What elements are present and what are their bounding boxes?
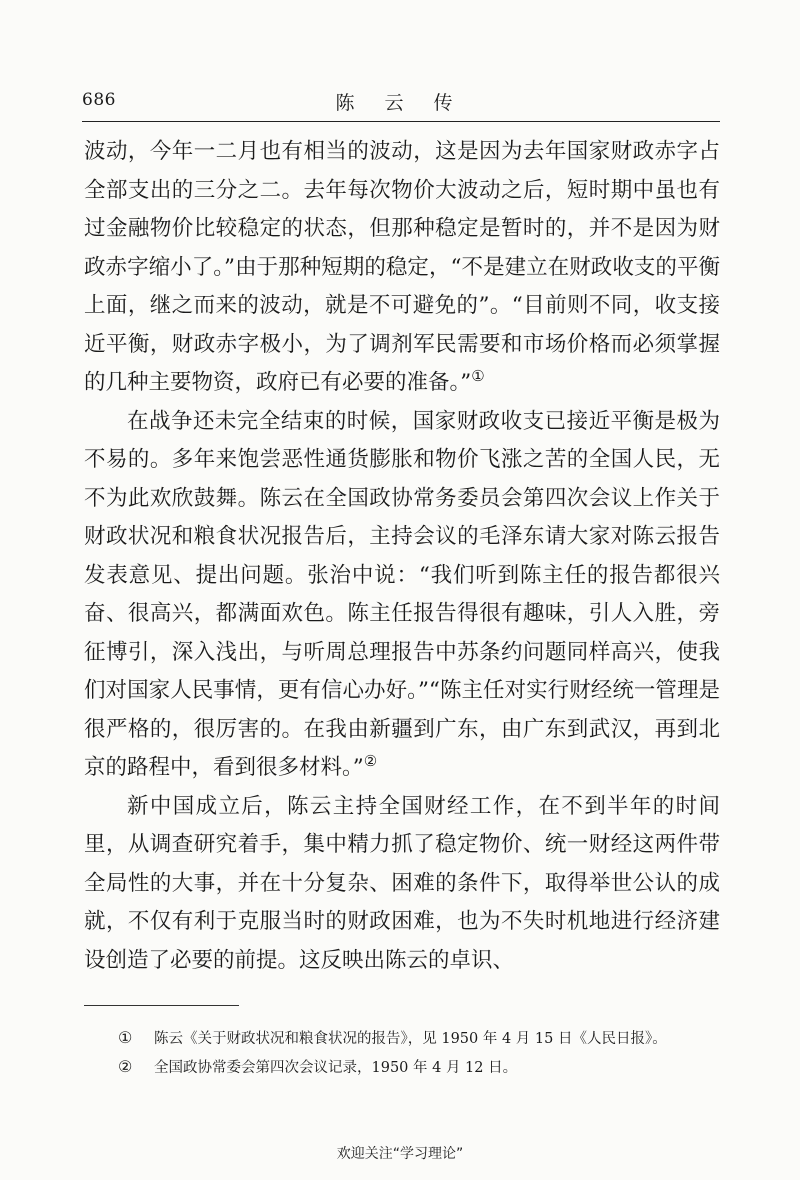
paragraph-1 — [84, 133, 720, 403]
footnote-text: 陈云《关于财政状况和粮食状况的报告》，见 1950 年 4 月 15 日《人民日报》。 — [154, 1031, 667, 1047]
footnote-marker: ① — [118, 1028, 133, 1047]
running-title: 陈 云 传 — [335, 92, 465, 114]
page-header — [82, 88, 718, 118]
footnote-item — [118, 1053, 720, 1082]
body-text — [84, 133, 720, 980]
bottom-caption: 欢迎关注“学习理论” — [336, 1146, 464, 1162]
paragraph-2-text: 在战争还未完全结束的时候，国家财政收支已接近平衡是极为不易的。多年来饱尝恶性通货膨胀和物价飞涨之苦的全国人民，无不为此欢欣鼓舞。陈云在全国政协常务委员会第四次会议上作关于财政状况和粮食状况报告后，主持会议的毛泽东请大家对陈云报告发表意见、提出问题。张治中说：“我们听到陈主任的报告都很兴奋、很高兴，都满面欢色。陈主任报告得很有趣味，引人入胜，旁征博引，深入浅出，与听周总理报告中苏条约问题同样高兴，使我们对国家人民事情，更有信心办好。”“陈主任对实行财经统一管理是很严格的，很厉害的。在我由新疆到广东，由广东到武汉，再到北京的路程中，看到很多材料。” — [84, 408, 720, 780]
footnote-text: 全国政协常委会第四次会议记录，1950 年 4 月 12 日。 — [154, 1060, 518, 1076]
page-number: 686 — [82, 90, 116, 110]
footnote-ref-2: ② — [363, 751, 378, 770]
paragraph-2 — [84, 403, 720, 788]
footnote-ref-1: ① — [471, 366, 485, 385]
footnote-marker: ② — [118, 1057, 133, 1076]
footnote-item — [118, 1024, 720, 1053]
paragraph-3-text: 新中国成立后，陈云主持全国财经工作，在不到半年的时间里，从调查研究着手，集中精力抓了稳定物价、统一财经这两件带全局性的大事，并在十分复杂、困难的条件下，取得举世公认的成就，不仅有利于克服当时的财政困难，也为不失时机地进行经济建设创造了必要的前提。这反映出陈云的卓识、 — [84, 793, 720, 973]
header-rule — [82, 121, 720, 122]
paragraph-3 — [84, 788, 720, 981]
footnote-rule — [84, 1005, 239, 1006]
footnotes — [118, 1024, 720, 1082]
paragraph-1-text: 波动，今年一二月也有相当的波动，这是因为去年国家财政赤字占全部支出的三分之二。去年每次物价大波动之后，短时期中虽也有过金融物价比较稳定的状态，但那种稳定是暂时的，并不是因为财政赤字缩小了。”由于那种短期的稳定，“不是建立在财政收支的平衡上面，继之而来的波动，就是不可避免的”。“目前则不同，收支接近平衡，财政赤字极小，为了调剂军民需要和市场价格而必须掌握的几种主要物资，政府已有必要的准备。” — [84, 139, 720, 395]
